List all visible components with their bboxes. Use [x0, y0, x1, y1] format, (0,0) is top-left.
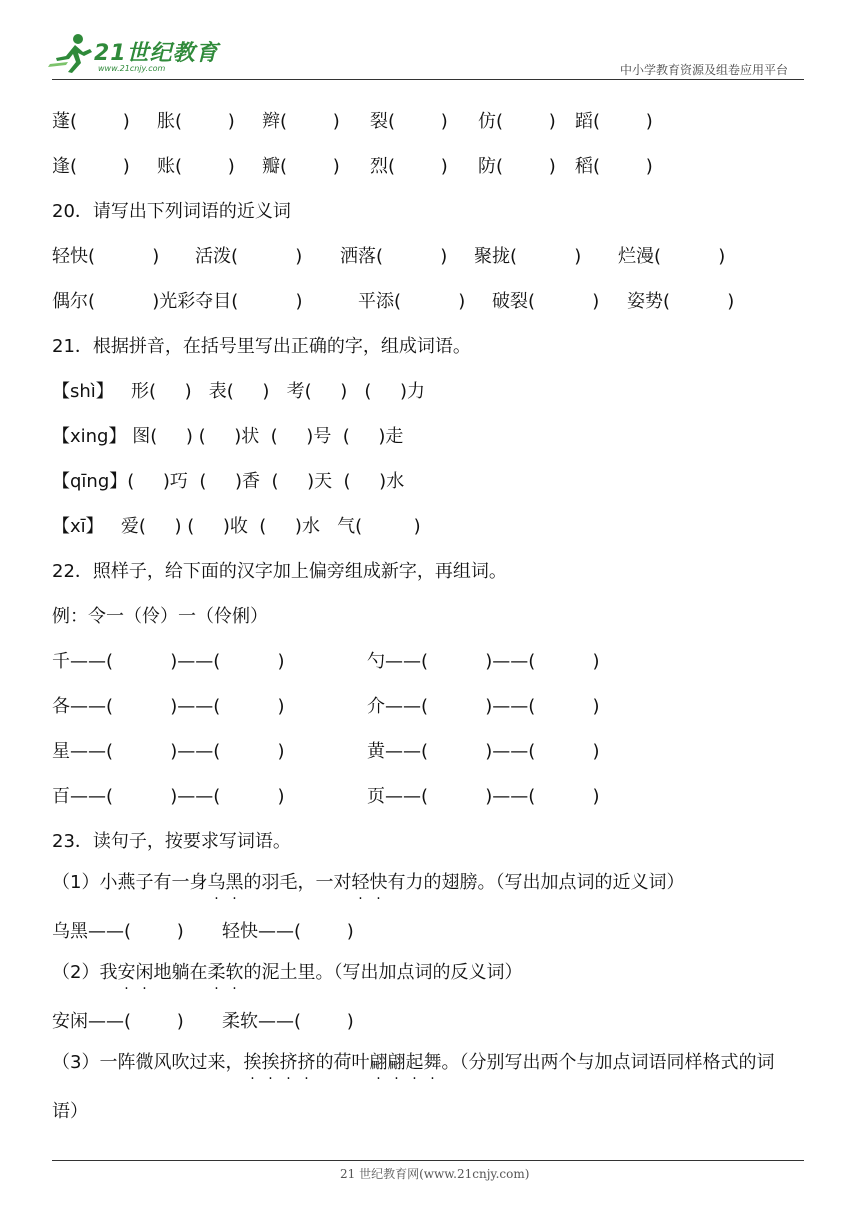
emphasized-char: 挤 [297, 1052, 316, 1073]
emphasized-char: 安 [117, 962, 136, 983]
sentence-text: 的羽毛，一对 [243, 872, 352, 893]
question-line: 语） [52, 1101, 88, 1122]
question-line: 【xing】 图( ) ( )状 ( )号 ( )走 [52, 426, 404, 447]
sentence-line [52, 961, 522, 985]
question-line: 例：令一（伶）一（伶俐） [52, 606, 268, 627]
platform-name: 中小学教育资源及组卷应用平台 [620, 63, 789, 77]
logo-text: 21世纪教育 [94, 41, 219, 66]
question-line: 聚拢( ) [474, 246, 582, 267]
question-line: 平添( ) [358, 291, 466, 312]
sentence-text: 地躺在 [153, 962, 208, 983]
emphasized-char: 起 [405, 1052, 424, 1073]
question-line: 逢( ) [52, 156, 130, 177]
question-line: 姿势( ) [627, 291, 735, 312]
question-line: 柔软——( ) [222, 1011, 354, 1032]
question-line: 洒落( ) [340, 246, 448, 267]
question-line: 破裂( ) [492, 291, 600, 312]
question-line: 蹈( ) [575, 111, 653, 132]
emphasized-char: 柔 [207, 962, 226, 983]
question-line: 活泼( ) [195, 246, 303, 267]
question-line: 辫( ) [262, 111, 340, 132]
question-line: 轻快——( ) [222, 921, 354, 942]
logo [48, 32, 228, 76]
question-line: 蓬( ) [52, 111, 130, 132]
runner-logo-icon [48, 32, 96, 74]
emphasized-char: 舞 [423, 1052, 442, 1073]
question-line: 23．读句子，按要求写词语。 [52, 831, 291, 852]
question-line: 裂( ) [370, 111, 448, 132]
question-line: 烈( ) [370, 156, 448, 177]
question-line: 偶尔( )光彩夺目( ) [52, 291, 303, 312]
question-line: 稻( ) [575, 156, 653, 177]
question-line: 千——( )——( ) [52, 651, 285, 672]
question-line: 星——( )——( ) [52, 741, 285, 762]
question-line: 勺——( )——( ) [367, 651, 600, 672]
question-line: 【xī】 爱( ) ( )收 ( )水 气( ) [52, 516, 421, 537]
question-line: 账( ) [157, 156, 235, 177]
question-line: 各——( )——( ) [52, 696, 285, 717]
sentence-text: 。（分别写出两个与加点词语同样格式的词 [441, 1052, 775, 1073]
emphasized-char: 快 [369, 872, 388, 893]
question-line: 【qīng】( )巧 ( )香 ( )天 ( )水 [52, 471, 405, 492]
question-line: 【shì】 形( ) 表( ) 考( ) ( )力 [52, 381, 426, 402]
footer-divider [52, 1160, 804, 1161]
emphasized-char: 挨 [261, 1052, 280, 1073]
logo-url: www.21cnjy.com [98, 64, 166, 73]
question-line: 仿( ) [478, 111, 556, 132]
question-line: 瓣( ) [262, 156, 340, 177]
sentence-line [52, 1051, 774, 1075]
question-line: 安闲——( ) [52, 1011, 184, 1032]
sentence-text: 的荷叶 [315, 1052, 370, 1073]
emphasized-char: 黑 [225, 872, 244, 893]
sentence-text: 有力的翅膀。（写出加点词的近义词） [387, 872, 685, 893]
emphasized-char: 闲 [135, 962, 154, 983]
sentence-text: （1）小燕子有一身 [52, 872, 208, 893]
question-line: 胀( ) [157, 111, 235, 132]
question-line: 页——( )——( ) [367, 786, 600, 807]
question-line: 21．根据拼音，在括号里写出正确的字，组成词语。 [52, 336, 471, 357]
question-line: 介——( )——( ) [367, 696, 600, 717]
question-line: 乌黑——( ) [52, 921, 184, 942]
emphasized-char: 轻 [351, 872, 370, 893]
sentence-text: 的泥土里。（写出加点词的反义词） [243, 962, 523, 983]
sentence-line [52, 871, 684, 895]
emphasized-char: 挨 [243, 1052, 262, 1073]
question-line: 轻快( ) [52, 246, 160, 267]
sentence-text: （2）我 [52, 962, 118, 983]
question-line: 防( ) [478, 156, 556, 177]
footer-text: 21 世纪教育网(www.21cnjy.com) [340, 1167, 530, 1181]
emphasized-char: 挤 [279, 1052, 298, 1073]
emphasized-char: 乌 [207, 872, 226, 893]
emphasized-char: 软 [225, 962, 244, 983]
emphasized-char: 翩 [387, 1052, 406, 1073]
question-line: 百——( )——( ) [52, 786, 285, 807]
question-line: 20．请写出下列词语的近义词 [52, 201, 291, 222]
question-line: 22．照样子，给下面的汉字加上偏旁组成新字，再组词。 [52, 561, 507, 582]
emphasized-char: 翩 [369, 1052, 388, 1073]
question-line: 黄——( )——( ) [367, 741, 600, 762]
sentence-text: （3）一阵微风吹过来， [52, 1052, 244, 1073]
header-divider [52, 79, 804, 80]
question-line: 烂漫( ) [618, 246, 726, 267]
